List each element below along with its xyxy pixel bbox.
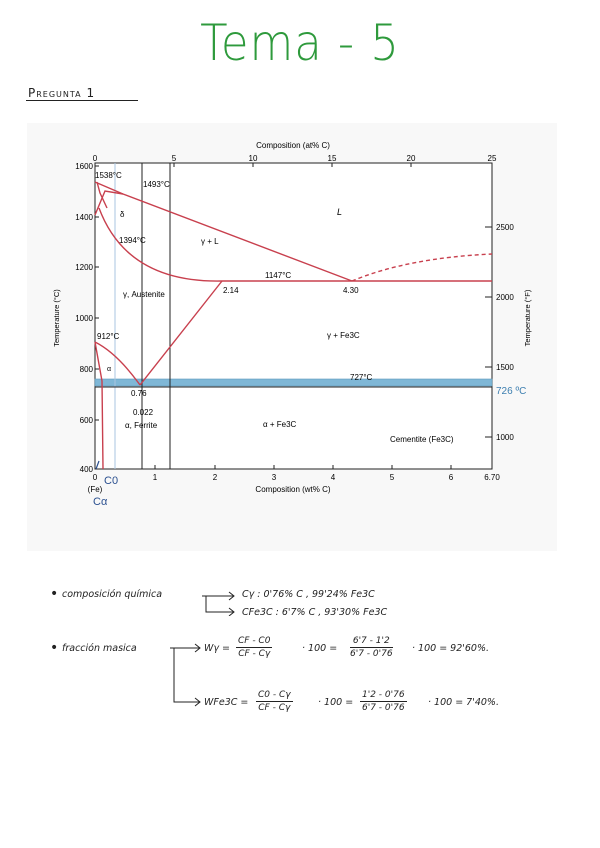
w-fe3c-den: CF - Cγ <box>258 703 291 713</box>
label-alpha-small: α <box>107 366 112 373</box>
w-gamma-fraction <box>236 636 272 659</box>
top-tick: 0 <box>92 154 98 163</box>
label-L: L <box>337 207 343 217</box>
w-fe3c-result: · 100 = 7'40%. <box>428 697 499 708</box>
w-gamma-den2: 6'7 - 0'76 <box>350 649 393 659</box>
label-430: 4.30 <box>343 286 359 295</box>
w-gamma-prefix: Wγ = <box>204 643 230 654</box>
w-fe3c-prefix: WFe3C = <box>204 697 249 708</box>
w-gamma-mul: · 100 = <box>302 643 338 654</box>
bullet-icon: • <box>50 640 59 656</box>
label-214: 2.14 <box>223 286 239 295</box>
label-1493: 1493°C <box>143 180 170 189</box>
w-gamma-result: · 100 = 92'60%. <box>412 643 490 654</box>
bottom-tick: 2 <box>212 473 218 482</box>
eutectoid-band <box>95 379 492 386</box>
question-heading: Pregunta 1 <box>28 86 96 100</box>
left-tick: 800 <box>79 365 93 374</box>
w-fe3c-den2: 6'7 - 0'76 <box>362 703 405 713</box>
w-fe3c-num: C0 - Cγ <box>258 690 291 700</box>
label-727: 727°C <box>350 373 373 382</box>
label-1394: 1394°C <box>119 236 146 245</box>
label-cementite: Cementite (Fe3C) <box>390 435 454 444</box>
left-tick: 1600 <box>75 162 93 171</box>
bullet1-label: composición química <box>62 589 163 600</box>
w-fe3c-num2: 1'2 - 0'76 <box>362 690 405 700</box>
label-076: 0.76 <box>131 389 147 398</box>
left-tick: 1200 <box>75 263 93 272</box>
w-gamma-fraction2 <box>350 636 393 659</box>
phase-diagram <box>27 123 557 551</box>
bottom-tick: 1 <box>152 473 158 482</box>
bullet1-line1: Cγ : 0'76% C , 99'24% Fe3C <box>242 589 375 600</box>
top-tick: 25 <box>487 154 497 163</box>
right-axis-label: Temperature (°F) <box>523 289 532 347</box>
w-fe3c-fraction2 <box>360 690 407 713</box>
label-delta: δ <box>120 210 125 219</box>
label-1147: 1147°C <box>265 271 292 280</box>
bottom-tick: 6 <box>448 473 454 482</box>
label-austenite: γ, Austenite <box>123 290 165 299</box>
top-tick: 5 <box>171 154 177 163</box>
w-gamma-num: CF - C0 <box>238 636 271 646</box>
label-912: 912°C <box>97 332 120 341</box>
bottom-axis-label: Composition (wt% C) <box>255 485 331 494</box>
top-tick: 20 <box>406 154 416 163</box>
bottom-tick: 5 <box>389 473 395 482</box>
label-0022: 0.022 <box>133 408 154 417</box>
label-ferrite: α, Ferrite <box>125 421 158 430</box>
page-title: Tema - 5 <box>200 14 400 72</box>
left-axis-label: Temperature (°C) <box>52 289 61 347</box>
right-tick: 2000 <box>496 293 514 302</box>
annotation-c0: C0 <box>104 475 119 487</box>
bullet2-arrows <box>168 640 204 710</box>
right-tick: 2500 <box>496 223 514 232</box>
bottom-tick: 0 <box>92 473 98 482</box>
label-gamma-fe3c: γ + Fe3C <box>327 331 360 340</box>
bottom-tick: 4 <box>330 473 336 482</box>
label-1538: 1538°C <box>95 171 122 180</box>
bottom-tick: 3 <box>271 473 277 482</box>
w-fe3c-mul: · 100 = <box>318 697 354 708</box>
fe-label: (Fe) <box>87 485 103 494</box>
left-tick: 1400 <box>75 213 93 222</box>
right-tick: 1500 <box>496 363 514 372</box>
top-tick: 15 <box>327 154 337 163</box>
label-gamma-L: γ + L <box>201 237 219 246</box>
phase-diagram-svg <box>27 123 557 551</box>
left-tick: 600 <box>79 416 93 425</box>
question-underline <box>26 100 138 101</box>
bottom-tick: 6.70 <box>484 473 500 482</box>
w-fe3c-fraction <box>256 690 293 713</box>
annotation-726: 726 ºC <box>496 386 527 397</box>
w-gamma-num2: 6'7 - 1'2 <box>350 636 393 648</box>
bullet-icon: • <box>50 586 59 602</box>
bullet2-label: fracción masica <box>62 643 137 654</box>
w-gamma-den: CF - Cγ <box>238 649 271 659</box>
top-axis-label: Composition (at% C) <box>256 141 330 150</box>
bullet1-arrows <box>200 586 240 616</box>
left-tick: 1000 <box>75 314 93 323</box>
label-alpha-fe3c: α + Fe3C <box>263 420 297 429</box>
left-tick: 400 <box>79 465 93 474</box>
right-tick: 1000 <box>496 433 514 442</box>
annotation-calpha: Cα <box>93 496 108 508</box>
bullet1-line2: CFe3C : 6'7% C , 93'30% Fe3C <box>242 607 388 618</box>
top-tick: 10 <box>248 154 258 163</box>
